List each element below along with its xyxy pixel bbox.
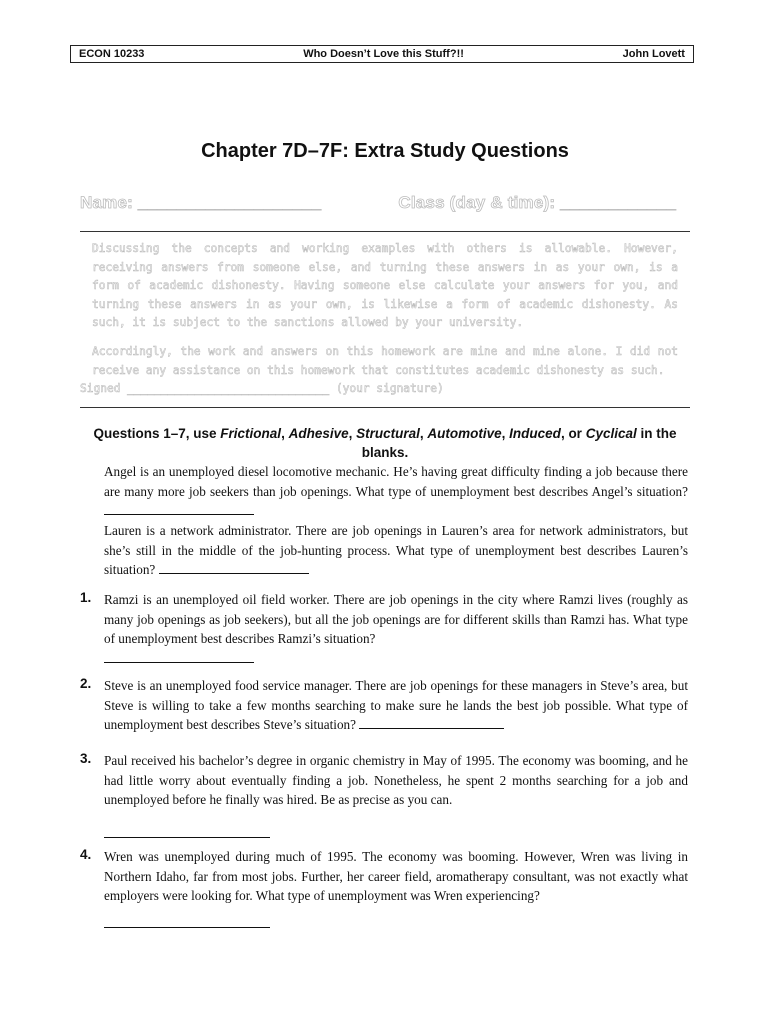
header-tagline: Who Doesn’t Love this Stuff?!! xyxy=(303,48,464,60)
lauren-text: Lauren is a network administrator. There are job openings in Lauren’s area for network administrators, but she’s still in the middle of the job-hunting process. What type of unemployment best describes Lauren’s situation? xyxy=(104,523,688,577)
signature-line: Signed ______________________________ (your signature) xyxy=(80,382,444,395)
term-frictional: Frictional xyxy=(220,426,282,441)
answer-blank[interactable] xyxy=(104,825,270,838)
name-field-label: Name: ___________________ xyxy=(80,193,322,212)
page-title: Chapter 7D–7F: Extra Study Questions xyxy=(201,140,569,162)
answer-blank[interactable] xyxy=(159,561,309,574)
question-text: Ramzi is an unemployed oil field worker. There are job openings in the city where Ramzi lives (roughly as many job openings as job seekers), but all the job openings are for different skills than Ramzi has. What type of unemployment best describes Ramzi’s situation? xyxy=(104,592,688,646)
sep: , xyxy=(501,426,510,441)
sep: , xyxy=(419,426,428,441)
name-class-line xyxy=(80,193,690,213)
question-number: 4. xyxy=(80,847,92,862)
term-automotive: Automotive xyxy=(427,426,502,441)
question-2 xyxy=(104,676,688,735)
question-3 xyxy=(104,751,688,843)
honesty-paragraph-2: Accordingly, the work and answers on this homework are mine and mine alone. I did not receive any assistance on this homework that constitutes academic dishonesty as such. xyxy=(92,345,678,377)
divider-top xyxy=(80,231,690,232)
question-number: 3. xyxy=(80,751,92,766)
sep-or: , or xyxy=(560,426,586,441)
example-lauren xyxy=(104,521,688,580)
class-field-label: Class (day & time): ____________ xyxy=(398,193,676,212)
honesty-paragraph-1: Discussing the concepts and working examples with others is allowable. However, receiving answers from someone else, and turning these answers in as your own, is a form of academic dishonesty. Having someone else calculate your answers for you, and turning these answers in as your own, is likewise a form of academic dishonesty. As such, it is subject to the sanctions allowed by your university. xyxy=(92,242,678,329)
course-code: ECON 10233 xyxy=(79,48,145,60)
running-header xyxy=(70,45,694,63)
question-4 xyxy=(104,847,688,933)
sep: , xyxy=(281,426,289,441)
term-structural: Structural xyxy=(356,426,420,441)
instructions-suffix: in the blanks. xyxy=(361,426,677,460)
term-cyclical: Cyclical xyxy=(585,426,637,441)
angel-text: Angel is an unemployed diesel locomotive mechanic. He’s having great difficulty finding a job because there are many more job seekers than job openings. What type of unemployment best describes Angel’s situation? xyxy=(104,464,688,499)
question-text: Paul received his bachelor’s degree in organic chemistry in May of 1995. The economy was booming, and he had little worry about eventually finding a job. Nonetheless, he spent 2 months searching for a job and unemployed before he finally was hired. Be as precise as you can. xyxy=(104,753,688,807)
question-text: Steve is an unemployed food service manager. There are job openings for these managers in Steve’s area, but Steve is willing to take a few months searching to make sure he lands the best job possible. What type of unemployment best describes Steve’s situation? xyxy=(104,678,688,732)
instructions-prefix: Questions 1–7, use xyxy=(93,426,221,441)
term-adhesive: Adhesive xyxy=(288,426,349,441)
question-text: Wren was unemployed during much of 1995. The economy was booming. However, Wren was living in Northern Idaho, far from most jobs. Further, her career field, aromatherapy consultant, was not exactly what employers were looking for. What type of unemployment was Wren experiencing? xyxy=(104,849,688,903)
divider-bottom xyxy=(80,407,690,408)
answer-blank[interactable] xyxy=(104,502,254,515)
term-induced: Induced xyxy=(509,426,561,441)
sep: , xyxy=(348,426,357,441)
question-1 xyxy=(104,590,688,668)
answer-blank[interactable] xyxy=(104,650,254,663)
answer-blank[interactable] xyxy=(104,915,270,928)
example-angel xyxy=(104,462,688,521)
answer-blank[interactable] xyxy=(359,716,504,729)
question-number: 1. xyxy=(80,590,92,605)
instructions xyxy=(80,424,690,462)
author-name: John Lovett xyxy=(622,48,685,60)
question-number: 2. xyxy=(80,676,92,691)
